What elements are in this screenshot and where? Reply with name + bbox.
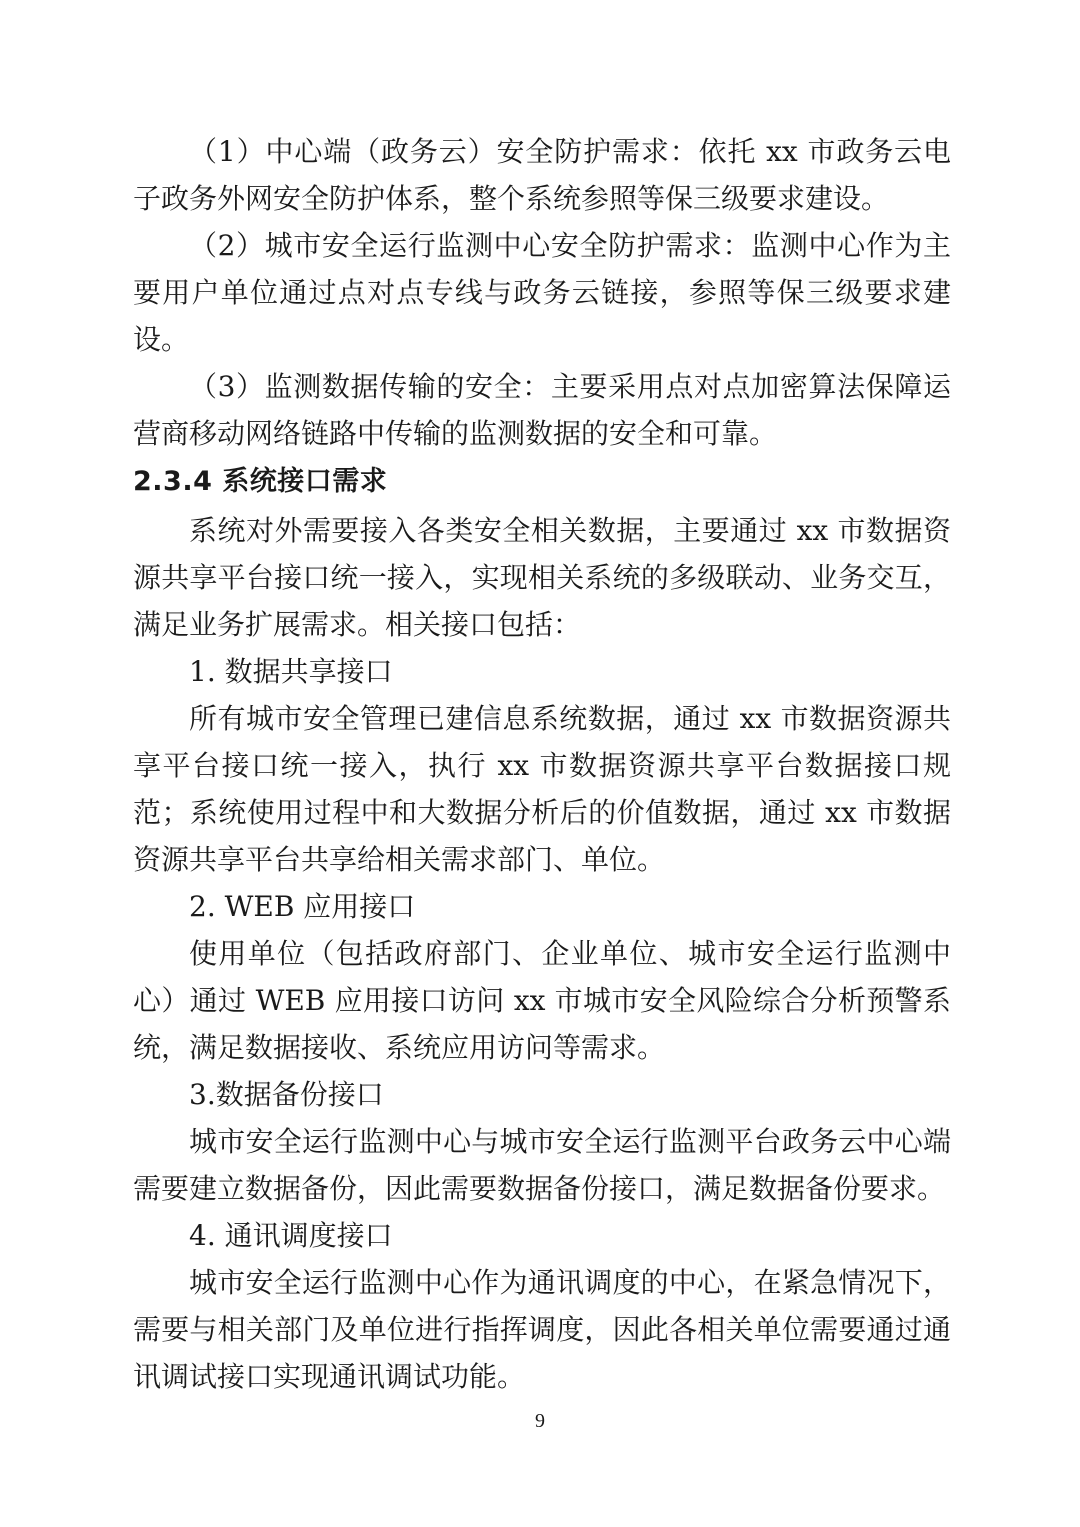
- interface-body-data-backup: 城市安全运行监测中心与城市安全运行监测平台政务云中心端需要建立数据备份，因此需要数据备份接口，满足数据备份要求。: [133, 1125, 951, 1205]
- security-requirement-paragraph-2: （2）城市安全运行监测中心安全防护需求：监测中心作为主要用户单位通过点对点专线与政务云链接，参照等保三级要求建设。: [133, 229, 951, 356]
- interface-title-data-sharing: 1. 数据共享接口: [189, 655, 393, 688]
- section-intro-paragraph: 系统对外需要接入各类安全相关数据，主要通过 xx 市数据资源共享平台接口统一接入，实现相关系统的多级联动、业务交互，满足业务扩展需求。相关接口包括：: [133, 514, 951, 641]
- section-heading: 2.3.4 系统接口需求: [133, 466, 388, 497]
- interface-title-communication-dispatch: 4. 通讯调度接口: [189, 1219, 393, 1252]
- interface-title-data-backup: 3.数据备份接口: [189, 1078, 384, 1111]
- interface-body-web-application: 使用单位（包括政府部门、企业单位、城市安全运行监测中心）通过 WEB 应用接口访问 xx 市城市安全风险综合分析预警系统，满足数据接收、系统应用访问等需求。: [133, 937, 951, 1064]
- page-number: 9: [535, 1410, 545, 1432]
- interface-body-data-sharing: 所有城市安全管理已建信息系统数据，通过 xx 市数据资源共享平台接口统一接入，执行 xx 市数据资源共享平台数据接口规范；系统使用过程中和大数据分析后的价值数据，通过 xx 市数据资源共享平台共享给相关需求部门、单位。: [133, 702, 951, 876]
- security-requirement-paragraph-3: （3）监测数据传输的安全：主要采用点对点加密算法保障运营商移动网络链路中传输的监测数据的安全和可靠。: [133, 370, 951, 450]
- interface-body-communication-dispatch: 城市安全运行监测中心作为通讯调度的中心，在紧急情况下，需要与相关部门及单位进行指挥调度，因此各相关单位需要通过通讯调试接口实现通讯调试功能。: [133, 1266, 951, 1393]
- security-requirement-paragraph-1: （1）中心端（政务云）安全防护需求：依托 xx 市政务云电子政务外网安全防护体系，整个系统参照等保三级要求建设。: [133, 135, 951, 215]
- page-body: [133, 128, 951, 1400]
- interface-title-web-application: 2. WEB 应用接口: [189, 890, 416, 923]
